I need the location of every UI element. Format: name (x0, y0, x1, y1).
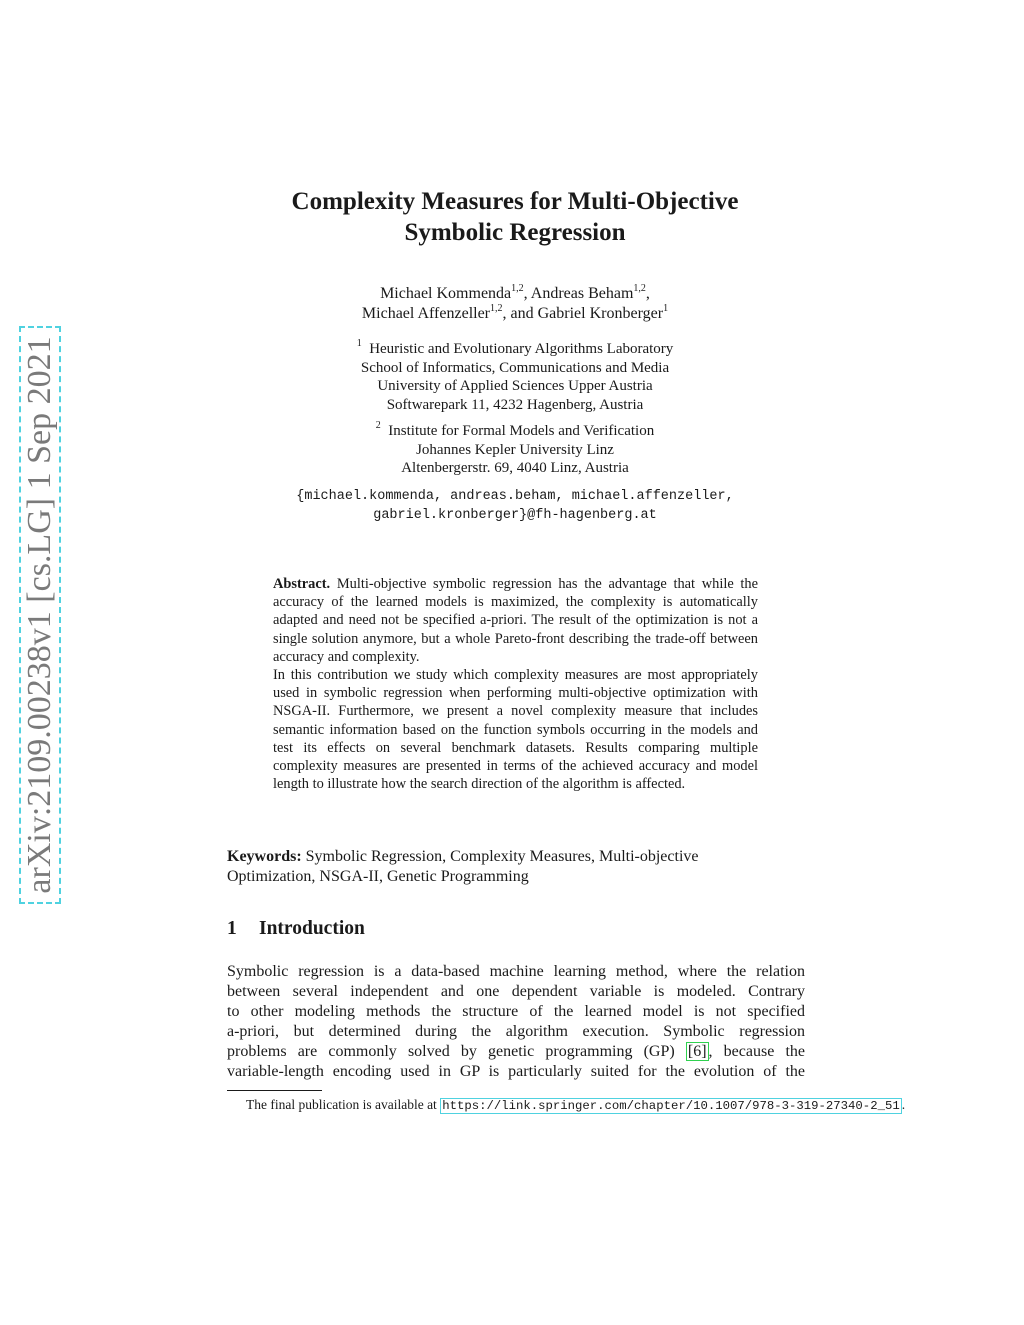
intro-line: problems are commonly solved by genetic programming (GP) [6] , because the (227, 1043, 805, 1060)
citation-link[interactable]: [6] (687, 1043, 707, 1060)
affiliation-line: Altenbergerstr. 69, 4040 Linz, Austria (401, 460, 629, 476)
author-affiliation-marker: 1,2 (490, 302, 503, 314)
abstract-label: Abstract. (273, 576, 331, 592)
section-number: 1 (227, 918, 237, 939)
author-separator: , and (502, 305, 538, 322)
intro-line: between several independent and one dependent variable is modeled. Contrary (227, 983, 805, 1000)
author-name: Andreas Beham (530, 285, 634, 302)
paper-title (200, 186, 830, 248)
introduction-text (227, 962, 805, 1082)
author-line-2 (200, 304, 830, 324)
footnote-text: The final publication is available at (246, 1097, 441, 1112)
footnote (246, 1096, 905, 1115)
footnote-end: . (901, 1097, 906, 1112)
intro-line: a-priori, but determined during the algorithm execution. Symbolic regression (227, 1023, 805, 1040)
affiliation-line: Johannes Kepler University Linz (416, 441, 614, 458)
affiliation-line: School of Informatics, Communications and Media (360, 359, 670, 376)
author-affiliation-marker: 1,2 (511, 282, 524, 294)
affiliation-marker: 1 (356, 338, 362, 349)
author-separator: , (645, 285, 650, 302)
author-name: Michael Affenzeller (361, 305, 491, 322)
arxiv-identifier-stamp[interactable] (19, 326, 61, 904)
affiliation-1 (200, 340, 830, 414)
email-line-2: gabriel.kronberger}@fh-hagenberg.at (373, 508, 657, 523)
keywords (227, 847, 760, 887)
arxiv-identifier-text: arXiv:2109.00238v1 [cs.LG] 1 Sep 2021 (21, 336, 58, 894)
title-line-2: Symbolic Regression (404, 219, 626, 246)
section-title: Introduction (259, 918, 365, 939)
author-list (200, 284, 830, 324)
keywords-text: Symbolic Regression, Complexity Measures, Multi-objective Optimization, NSGA-II, Genetic Programming (227, 848, 699, 885)
intro-line: to other modeling methods the structure of the learned model is not specified (227, 1003, 805, 1020)
section-heading-introduction (227, 918, 365, 940)
abstract (273, 575, 758, 793)
keywords-label: Keywords: (227, 848, 302, 865)
abstract-paragraph-2: In this contribution we study which complexity measures are most appropriately used in symbolic regression when performing multi-objective optimization with NSGA-II. Furthermore, we present a novel complexity measure that includes semantic information based on the function symbols occurring in the models and test its effects on several benchmark datasets. Results comparing multiple complexity measures are presented in terms of the achieved accuracy and model length to illustrate how the search direction of the algorithm is affected. (273, 667, 758, 793)
affiliation-line: $^2$ Institute for Formal Models and Verification (375, 420, 655, 439)
author-separator: , (523, 285, 531, 302)
author-emails (200, 487, 830, 525)
affiliation-line: $^1$ Heuristic and Evolutionary Algorithms Laboratory (356, 338, 674, 357)
affiliation-marker: 2 (375, 420, 381, 431)
title-line-1: Complexity Measures for Multi-Objective (291, 188, 739, 215)
affiliation-line: University of Applied Sciences Upper Austria (377, 378, 653, 394)
author-name: Michael Kommenda (380, 285, 512, 302)
author-affiliation-marker: 1 (663, 302, 669, 314)
abstract-paragraph-1: Abstract. Multi-objective symbolic regression has the advantage that while the accuracy of the learned models is maximized, the complexity is automatically adapted and need not be specified a-priori. The result of the optimization is not a single solution anymore, but a whole Pareto-front describing the trade-off between accuracy and complexity. (273, 576, 758, 665)
footnote-divider (227, 1090, 322, 1091)
intro-line: Symbolic regression is a data-based machine learning method, where the relation (227, 963, 805, 980)
affiliation-2 (200, 422, 830, 478)
author-name: Gabriel Kronberger (537, 305, 664, 322)
email-line-1: {michael.kommenda, andreas.beham, michael.affenzeller, (296, 489, 734, 504)
affiliation-line: Softwarepark 11, 4232 Hagenberg, Austria (386, 396, 644, 413)
intro-line: variable-length encoding used in GP is particularly suited for the evolution of the (227, 1063, 805, 1080)
author-line-1 (200, 284, 830, 304)
author-affiliation-marker: 1,2 (633, 282, 646, 294)
publication-link[interactable]: https://link.springer.com/chapter/10.1007/978-3-319-27340-2_51 (442, 1099, 900, 1113)
